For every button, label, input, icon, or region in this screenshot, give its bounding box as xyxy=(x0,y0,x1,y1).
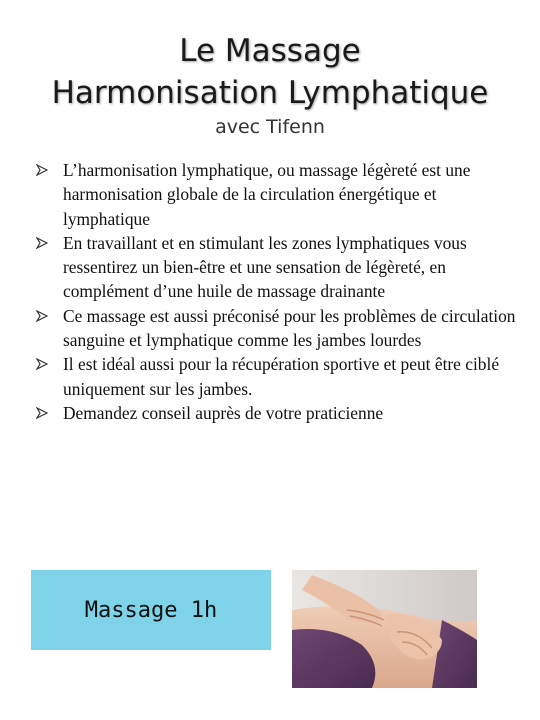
arrow-bullet-icon xyxy=(36,164,48,176)
list-item xyxy=(36,352,516,401)
massage-hands-photo xyxy=(292,570,477,688)
list-item-text: Demandez conseil auprès de votre praticienne xyxy=(63,402,384,423)
list-item-text: En travaillant et en stimulant les zones lymphatiques vous ressentirez un bien-être et une sensation de légèreté, en complément d’une huile de massage drainante xyxy=(63,232,467,302)
list-item-text: L’harmonisation lymphatique, ou massage légèreté est une harmonisation globale de la circulation énergétique et lymphatique xyxy=(63,160,471,229)
massage-photo xyxy=(292,570,477,688)
list-item xyxy=(36,231,516,304)
arrow-bullet-icon xyxy=(36,358,48,370)
list-item xyxy=(36,158,516,231)
list-item-text: Il est idéal aussi pour la récupération sportive et peut être ciblé uniquement sur les jambes. xyxy=(63,354,500,399)
description-list xyxy=(36,158,516,425)
subtitle: avec Tifenn xyxy=(215,116,325,138)
arrow-bullet-icon xyxy=(36,310,48,322)
list-item xyxy=(36,304,516,353)
list-item-text: Ce massage est aussi préconisé pour les problèmes de circulation sanguine et lymphatique comme les jambes lourdes xyxy=(63,305,516,351)
arrow-bullet-icon xyxy=(36,237,48,249)
page-title xyxy=(0,30,540,114)
price-box xyxy=(31,570,271,650)
arrow-bullet-icon xyxy=(36,407,48,419)
title-line-1: Le Massage xyxy=(179,33,361,69)
title-line-2: Harmonisation Lymphatique xyxy=(51,75,489,111)
price-label: Massage 1h xyxy=(84,597,218,623)
list-item xyxy=(36,401,516,425)
